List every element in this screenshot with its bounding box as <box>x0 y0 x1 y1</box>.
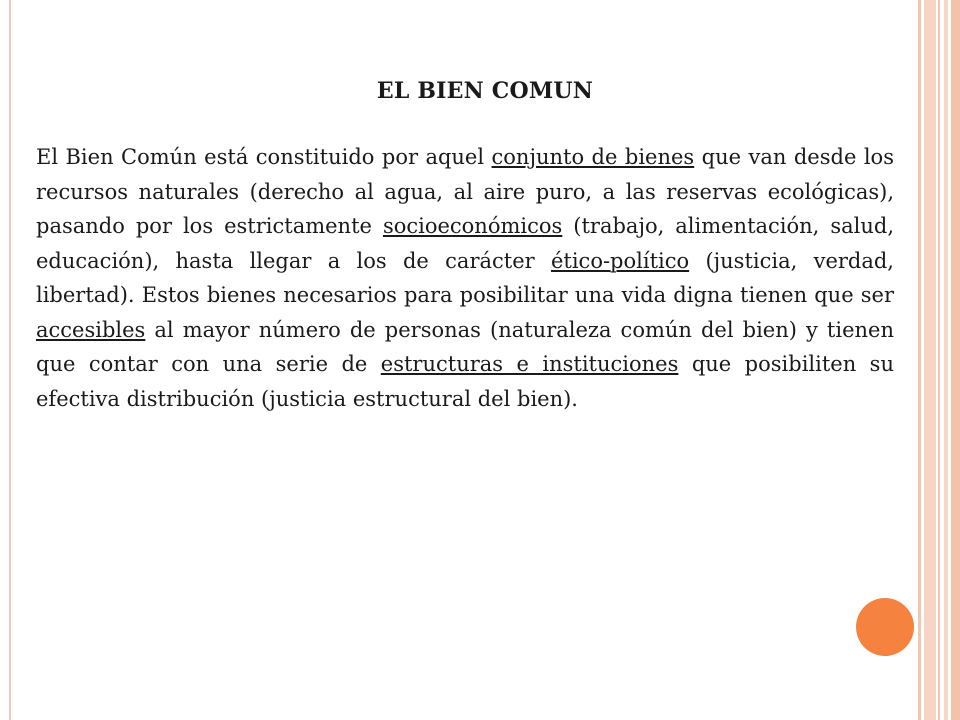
underlined-term: conjunto de bienes <box>491 145 695 169</box>
underlined-term: estructuras e instituciones <box>380 352 679 376</box>
body-paragraph <box>36 140 894 416</box>
text-segment: que van desde los recursos naturales (derecho al agua, al aire puro, a las reservas ecológicas), pasando por los estrictamente <box>36 145 894 238</box>
border-stripe <box>938 0 940 720</box>
text-segment: El Bien Común está constituido por aquel <box>36 145 492 169</box>
border-stripe <box>924 0 936 720</box>
decorative-circle-icon <box>856 598 914 656</box>
text-segment: al mayor número de personas (naturaleza común del bien) y tienen que contar con una serie de <box>36 317 894 376</box>
right-border-stripes <box>918 0 960 720</box>
left-border-line <box>9 0 11 720</box>
underlined-term: ético-político <box>550 248 690 273</box>
border-stripe <box>918 0 921 720</box>
slide-title: EL BIEN COMUN <box>376 78 594 104</box>
underlined-term: accesibles <box>36 317 146 342</box>
border-stripe <box>951 0 960 720</box>
text-segment: (justicia, verdad, libertad). Estos bienes necesarios para posibilitar una vida digna tienen que ser <box>36 248 894 307</box>
border-stripe <box>944 0 948 720</box>
text-segment: que posibiliten su efectiva distribución (justicia estructural del bien). <box>36 352 894 411</box>
underlined-term: socioeconómicos <box>382 214 563 238</box>
text-segment: (trabajo, alimentación, salud, educación), hasta llegar a los de carácter <box>36 214 894 273</box>
